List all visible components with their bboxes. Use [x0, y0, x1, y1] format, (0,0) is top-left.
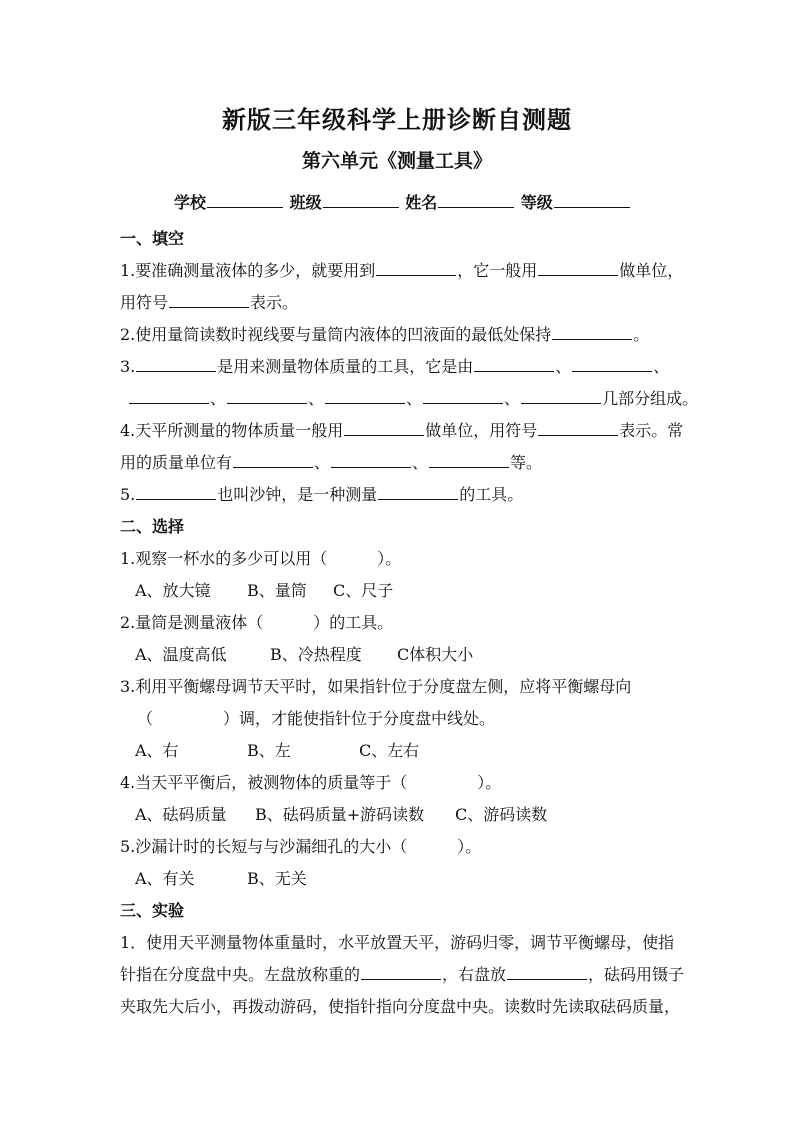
choice-q3-stem-b: ）调，才能使指针位于分度盘中线处。 [223, 709, 496, 728]
fill-blank[interactable] [344, 419, 424, 436]
school-blank[interactable] [207, 191, 283, 208]
fill-blank[interactable] [136, 355, 216, 372]
fill-blank[interactable] [325, 387, 405, 404]
section-experiment-heading: 三、实验 [120, 901, 185, 920]
fill-q3-text-b: 是用来测量物体质量的工具，它是由 [217, 357, 474, 376]
experiment-line2 [120, 962, 684, 985]
experiment-line2-a: 针指在分度盘中央。左盘放称重的 [120, 965, 361, 984]
separator: 、 [314, 453, 331, 472]
grade-label: 等级 [520, 193, 553, 212]
separator: 、 [555, 357, 572, 376]
fill-blank[interactable] [538, 259, 618, 276]
fill-q1-text-b: ，它一般用 [457, 261, 538, 280]
fill-blank[interactable] [361, 963, 441, 980]
fill-blank[interactable] [129, 387, 209, 404]
choice-q1-stem [120, 546, 401, 569]
fill-blank[interactable] [136, 483, 216, 500]
option-a[interactable]: A、温度高低 [135, 645, 227, 664]
fill-q3-text-a: 3. [120, 357, 136, 376]
experiment-line3: 夹取先大后小，再拨动游码，使指针指向分度盘中央。读数时先读取砝码质量， [120, 997, 681, 1016]
fill-blank[interactable] [227, 387, 307, 404]
fill-q5-text-a: 5. [120, 485, 136, 504]
option-c[interactable]: C、左右 [359, 741, 420, 760]
fill-q1-line2 [120, 290, 298, 313]
choice-q5-stem-b: ）。 [457, 837, 482, 856]
experiment-line2-c: ，砝码用镊子 [588, 965, 685, 984]
fill-q3-text-end: 几部分组成。 [602, 389, 699, 408]
choice-q4-options [135, 802, 547, 825]
option-a[interactable]: A、放大镜 [135, 581, 211, 600]
choice-q4-stem-b: ）。 [477, 773, 502, 792]
choice-q5-stem [120, 834, 481, 857]
choice-q5-stem-a: 5.沙漏计时的长短与与沙漏细孔的大小（ [120, 837, 408, 856]
separator: 、 [308, 389, 325, 408]
page-title: 新版三年级科学上册诊断自测题 [222, 105, 572, 134]
fill-q4-line1 [120, 418, 683, 441]
option-b[interactable]: B、无关 [247, 869, 307, 888]
fill-q1-text-c: 做单位， [619, 261, 684, 280]
choice-q1-options [135, 578, 393, 601]
fill-q4-text-b: 做单位，用符号 [425, 421, 538, 440]
page-subtitle: 第六单元《测量工具》 [301, 150, 492, 172]
fill-blank[interactable] [507, 963, 587, 980]
fill-q1-text-d: 用符号 [120, 293, 169, 312]
fill-q2 [120, 322, 649, 345]
choice-q3-stem-line2 [137, 706, 495, 729]
fill-q5-text-b: 也叫沙钟，是一种测量 [217, 485, 378, 504]
choice-q4-stem-a: 4.当天平平衡后，被测物体的质量等于（ [120, 773, 408, 792]
fill-q1-text-e: 表示。 [250, 293, 299, 312]
fill-blank[interactable] [378, 483, 458, 500]
name-blank[interactable] [438, 191, 514, 208]
class-label: 班级 [289, 193, 322, 212]
choice-q4-stem [120, 770, 501, 793]
experiment-line2-b: ，右盘放 [442, 965, 507, 984]
option-c[interactable]: C、游码读数 [455, 805, 548, 824]
choice-q5-options [135, 866, 307, 889]
fill-blank[interactable] [233, 451, 313, 468]
section-choice-heading: 二、选择 [120, 517, 185, 536]
fill-q3-line2 [128, 386, 698, 409]
student-info-line [174, 190, 631, 213]
option-a[interactable]: A、砝码质量 [135, 805, 227, 824]
experiment-line1: 1．使用天平测量物体重量时，水平放置天平，游码归零，调节平衡螺母，使指 [120, 933, 675, 952]
fill-q1-line1 [120, 258, 683, 281]
choice-q3-stem-a: （ [137, 709, 154, 728]
section-fill-heading: 一、填空 [120, 229, 185, 248]
option-c[interactable]: C体积大小 [397, 645, 474, 664]
class-blank[interactable] [323, 191, 399, 208]
name-label: 姓名 [405, 193, 438, 212]
fill-q5-text-c: 的工具。 [459, 485, 524, 504]
fill-q4-text-e: 等。 [510, 453, 543, 472]
fill-q4-text-d: 用的质量单位有 [120, 453, 233, 472]
option-a[interactable]: A、有关 [135, 869, 195, 888]
option-b[interactable]: B、量筒 [247, 581, 307, 600]
fill-blank[interactable] [538, 419, 618, 436]
fill-blank[interactable] [552, 323, 632, 340]
choice-q2-stem [120, 610, 393, 633]
fill-blank[interactable] [376, 259, 456, 276]
school-label: 学校 [174, 193, 207, 212]
fill-q5 [120, 482, 523, 505]
fill-q2-text-a: 2.使用量筒读数时视线要与量筒内液体的凹液面的最低处保持 [120, 325, 552, 344]
option-a[interactable]: A、右 [135, 741, 179, 760]
choice-q2-stem-a: 2.量筒是测量液体（ [120, 613, 264, 632]
separator: 、 [653, 357, 670, 376]
choice-q3-stem-line1: 3.利用平衡螺母调节天平时，如果指针位于分度盘左侧，应将平衡螺母向 [120, 677, 632, 696]
separator: 、 [210, 389, 227, 408]
grade-blank[interactable] [554, 191, 630, 208]
fill-blank[interactable] [429, 451, 509, 468]
choice-q1-stem-a: 1.观察一杯水的多少可以用（ [120, 549, 328, 568]
choice-q2-stem-b: ）的工具。 [313, 613, 394, 632]
choice-q1-stem-b: ）。 [377, 549, 402, 568]
fill-q2-text-b: 。 [633, 325, 650, 344]
option-b[interactable]: B、砝码质量+游码读数 [255, 805, 425, 824]
option-b[interactable]: B、冷热程度 [270, 645, 362, 664]
separator: 、 [412, 453, 429, 472]
fill-q3-line1 [120, 354, 669, 377]
choice-q3-options [135, 738, 419, 761]
choice-q2-options [135, 642, 473, 665]
fill-blank[interactable] [169, 291, 249, 308]
fill-q4-line2 [120, 450, 542, 473]
separator: 、 [406, 389, 423, 408]
fill-q4-text-c: 表示。常 [619, 421, 684, 440]
option-c[interactable]: C、尺子 [333, 581, 394, 600]
fill-blank[interactable] [572, 355, 652, 372]
fill-q1-text-a: 1.要准确测量液体的多少，就要用到 [120, 261, 376, 280]
fill-blank[interactable] [521, 387, 601, 404]
option-b[interactable]: B、左 [247, 741, 291, 760]
fill-blank[interactable] [423, 387, 503, 404]
separator: 、 [504, 389, 521, 408]
fill-blank[interactable] [331, 451, 411, 468]
fill-q4-text-a: 4.天平所测量的物体质量一般用 [120, 421, 344, 440]
fill-blank[interactable] [474, 355, 554, 372]
